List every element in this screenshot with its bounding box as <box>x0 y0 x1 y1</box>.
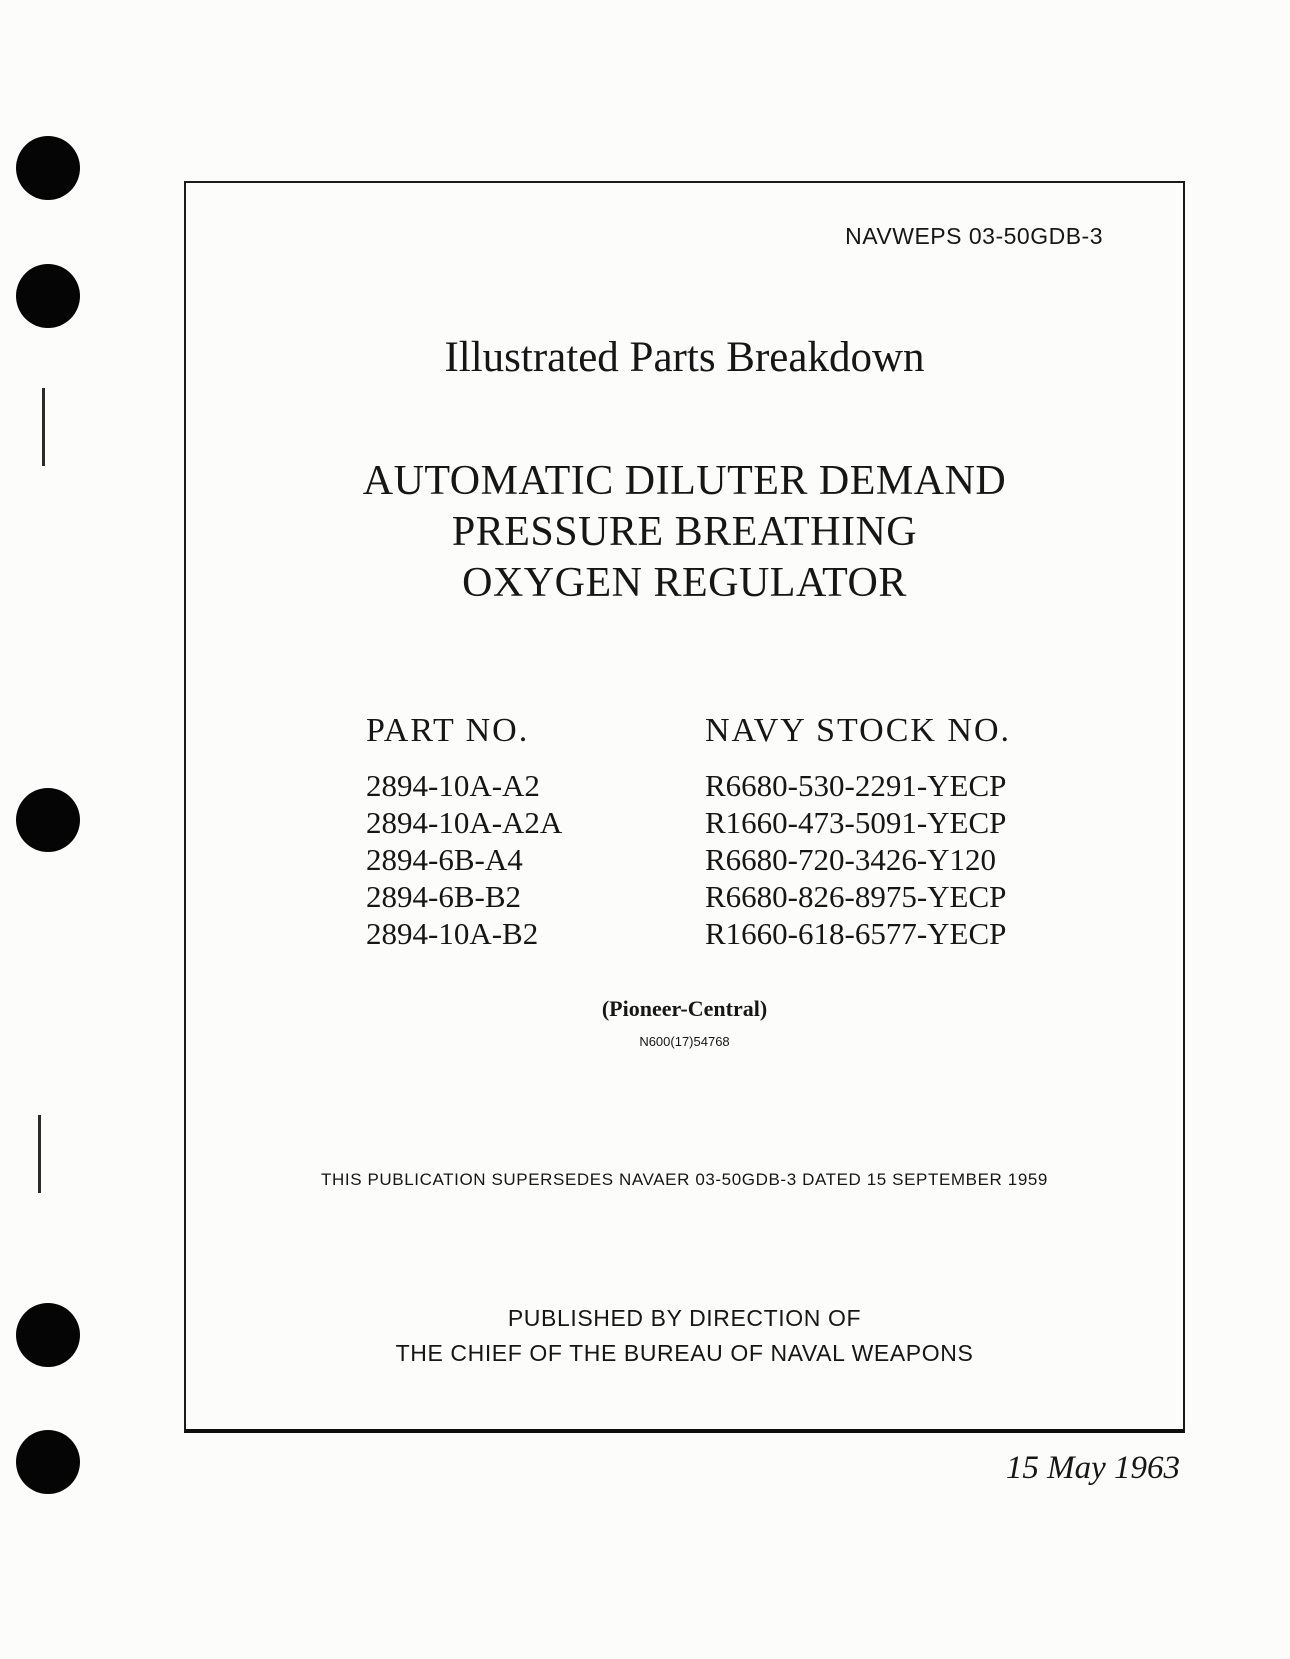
stock-number: R6680-720-3426-Y120 <box>705 842 997 877</box>
binder-hole-2 <box>16 264 80 328</box>
binder-hole-5 <box>16 1430 80 1494</box>
authority-line: THE CHIEF OF THE BUREAU OF NAVAL WEAPONS <box>395 1340 974 1366</box>
contract-number: N600(17)54768 <box>639 1034 730 1049</box>
stock-number-header: NAVY STOCK NO. <box>705 712 1012 749</box>
binder-hole-4 <box>16 1303 80 1367</box>
part-number: 2894-6B-A4 <box>366 842 523 877</box>
part-number-header: PART NO. <box>366 712 530 749</box>
stock-number: R1660-473-5091-YECP <box>705 805 1007 840</box>
authority-line: PUBLISHED BY DIRECTION OF <box>507 1305 862 1331</box>
binder-hole-1 <box>16 136 80 200</box>
supersedes-notice: THIS PUBLICATION SUPERSEDES NAVAER 03-50GDB-3 DATED 15 SEPTEMBER 1959 <box>321 1170 1048 1189</box>
title-line: OXYGEN REGULATOR <box>462 560 907 606</box>
part-number: 2894-10A-B2 <box>366 916 539 951</box>
cover-frame <box>184 181 1185 1433</box>
publication-date: 15 May 1963 <box>1005 1450 1180 1486</box>
scan-mark-upper <box>42 388 45 466</box>
publishing-authority <box>186 1301 1183 1371</box>
title-line: AUTOMATIC DILUTER DEMAND <box>362 458 1007 504</box>
part-number-column <box>366 712 562 952</box>
stock-number: R6680-530-2291-YECP <box>705 768 1007 803</box>
manufacturer-name: (Pioneer-Central) <box>601 996 768 1021</box>
scan-mark-lower <box>38 1115 41 1193</box>
part-number: 2894-10A-A2A <box>366 805 563 840</box>
part-number: 2894-6B-B2 <box>366 879 521 914</box>
document-title <box>186 456 1183 609</box>
document-subtitle: Illustrated Parts Breakdown <box>444 334 925 381</box>
title-line: PRESSURE BREATHING <box>451 509 918 555</box>
publication-number: NAVWEPS 03-50GDB-3 <box>845 223 1103 249</box>
stock-number: R1660-618-6577-YECP <box>705 916 1007 951</box>
stock-number: R6680-826-8975-YECP <box>705 879 1007 914</box>
part-number: 2894-10A-A2 <box>366 768 540 803</box>
binder-hole-3 <box>16 788 80 852</box>
stock-number-column <box>705 712 1011 952</box>
